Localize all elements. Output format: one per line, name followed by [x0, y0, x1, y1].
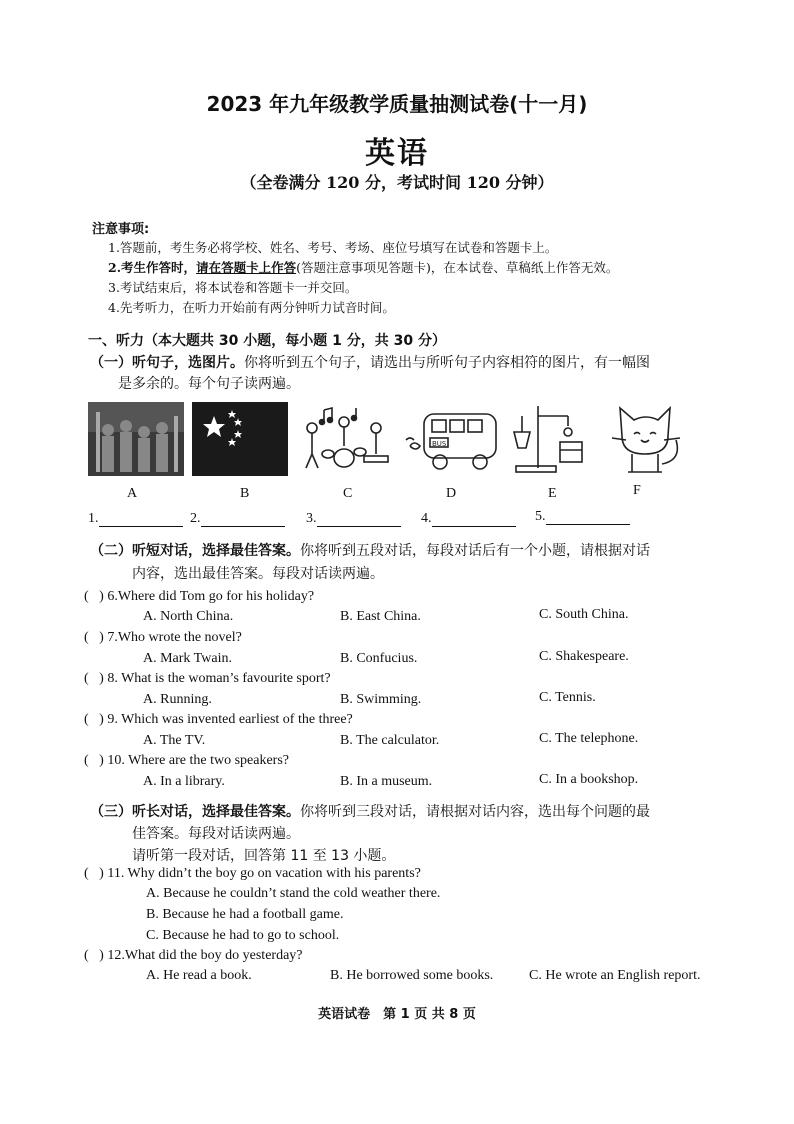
- bus-icon: [404, 402, 504, 476]
- notice-item-2: 2.考生作答时，请在答题卡上作答(答题注意事项见答题卡)，在本试卷、草稿纸上作答无效。: [108, 260, 619, 275]
- section1-instruction: （一）听句子，选图片。你将听到五个句子，请选出与所听句子内容相符的图片，有一幅图: [90, 355, 650, 371]
- photo-crowd-icon: [88, 402, 184, 476]
- q11-option-b[interactable]: B. Because he had a football game.: [146, 907, 344, 922]
- q6-option-c[interactable]: C. South China.: [539, 607, 629, 622]
- q8-option-b[interactable]: B. Swimming.: [340, 692, 422, 707]
- q9-option-b[interactable]: B. The calculator.: [340, 733, 440, 748]
- svg-text:BUS: BUS: [432, 440, 447, 448]
- q9-option-a[interactable]: A. The TV.: [143, 733, 206, 748]
- q7-option-a[interactable]: A. Mark Twain.: [143, 651, 232, 666]
- answer-blank-1[interactable]: 1.: [88, 511, 183, 527]
- q10-option-b[interactable]: B. In a museum.: [340, 774, 433, 789]
- lab-apparatus-icon: [508, 402, 592, 476]
- q12-option-a[interactable]: A. He read a book.: [146, 968, 252, 983]
- picture-label-a: A: [127, 486, 138, 501]
- q9-option-c[interactable]: C. The telephone.: [539, 731, 639, 746]
- picture-label-d: D: [446, 486, 457, 501]
- answer-blank-5[interactable]: 5.: [535, 509, 630, 525]
- question-8: ( ) 8. What is the woman’s favourite sport?: [84, 671, 331, 686]
- part1-heading: 一、听力（本大题共 30 小题，每小题 1 分，共 30 分）: [88, 333, 446, 349]
- q11-option-c[interactable]: C. Because he had to go to school.: [146, 928, 340, 943]
- picture-label-f: F: [633, 483, 641, 498]
- question-7: ( ) 7.Who wrote the novel?: [84, 630, 242, 645]
- question-12: ( ) 12.What did the boy do yesterday?: [84, 948, 303, 963]
- section3-instruction-cont: 佳答案。每段对话读两遍。: [132, 826, 300, 842]
- q7-option-b[interactable]: B. Confucius.: [340, 651, 418, 666]
- band-music-icon: [294, 402, 394, 476]
- question-9: ( ) 9. Which was invented earliest of the three?: [84, 712, 353, 727]
- picture-label-b: B: [240, 486, 250, 501]
- chinese-flag-icon: [192, 402, 288, 476]
- section2-instruction-cont: 内容，选出最佳答案。每段对话读两遍。: [132, 566, 384, 582]
- picture-label-e: E: [548, 486, 557, 501]
- q10-option-c[interactable]: C. In a bookshop.: [539, 772, 639, 787]
- picture-label-c: C: [343, 486, 353, 501]
- cat-icon: [608, 402, 688, 476]
- q10-option-a[interactable]: A. In a library.: [143, 774, 225, 789]
- q8-option-a[interactable]: A. Running.: [143, 692, 212, 707]
- answer-blank-3[interactable]: 3.: [306, 511, 401, 527]
- question-11: ( ) 11. Why didn’t the boy go on vacation with his parents?: [84, 866, 421, 881]
- notice-item-3: 3.考试结束后，将本试卷和答题卡一并交回。: [108, 280, 358, 295]
- exam-title: 2023 年九年级教学质量抽测试卷(十一月): [206, 92, 588, 116]
- section2-instruction: （二）听短对话，选择最佳答案。你将听到五段对话，每段对话后有一个小题，请根据对话: [90, 543, 650, 559]
- q12-option-b[interactable]: B. He borrowed some books.: [330, 968, 494, 983]
- notice-item-4: 4.先考听力，在听力开始前有两分钟听力试音时间。: [108, 300, 395, 315]
- question-10: ( ) 10. Where are the two speakers?: [84, 753, 289, 768]
- answer-blank-4[interactable]: 4.: [421, 511, 516, 527]
- score-note: （全卷满分 120 分，考试时间 120 分钟）: [240, 173, 554, 192]
- q11-option-a[interactable]: A. Because he couldn’t stand the cold weather there.: [146, 886, 441, 901]
- question-6: ( ) 6.Where did Tom go for his holiday?: [84, 589, 315, 604]
- notice-item-1: 1.答题前，考生务必将学校、姓名、考号、考场、座位号填写在试卷和答题卡上。: [108, 240, 558, 255]
- page-footer: 英语试卷 第 1 页 共 8 页: [318, 1007, 476, 1022]
- notice-heading: 注意事项:: [92, 222, 150, 237]
- subject-title: 英语: [365, 136, 429, 171]
- q6-option-b[interactable]: B. East China.: [340, 609, 421, 624]
- q6-option-a[interactable]: A. North China.: [143, 609, 234, 624]
- q12-option-c[interactable]: C. He wrote an English report.: [529, 968, 701, 983]
- q7-option-c[interactable]: C. Shakespeare.: [539, 649, 629, 664]
- section3-intro: 请听第一段对话，回答第 11 至 13 小题。: [132, 848, 396, 864]
- answer-blank-2[interactable]: 2.: [190, 511, 285, 527]
- section1-instruction-cont: 是多余的。每个句子读两遍。: [118, 376, 300, 392]
- q8-option-c[interactable]: C. Tennis.: [539, 690, 596, 705]
- section3-instruction: （三）听长对话，选择最佳答案。你将听到三段对话，请根据对话内容，选出每个问题的最: [90, 804, 650, 820]
